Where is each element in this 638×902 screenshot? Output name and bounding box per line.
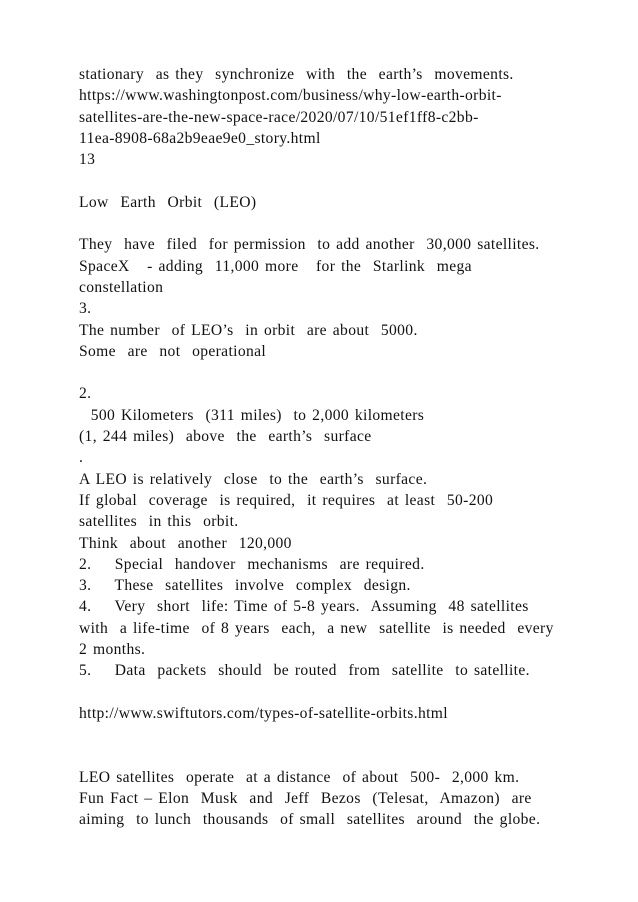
source-url-line: satellites-are-the-new-space-race/2020/07/10/51ef1ff8-c2bb- — [79, 108, 479, 126]
list-item: 5. Data packets should be routed from satellite to satellite. — [79, 662, 530, 680]
source-url-line: https://www.washingtonpost.com/business/why-low-earth-orbit- — [79, 87, 502, 105]
list-item: 2. Special handover mechanisms are required. — [79, 555, 425, 573]
blank-line — [79, 746, 619, 767]
slide-number: 13 — [79, 151, 96, 169]
text-line: satellites in this orbit. — [79, 513, 239, 531]
text-line: They have filed for permission to add another 30,000 satellites. — [79, 236, 540, 254]
text-line: Some are not operational — [79, 342, 267, 360]
list-number: 3. — [79, 300, 92, 318]
text-line: The number of LEO’s in orbit are about 5000. — [79, 321, 418, 339]
list-item: 4. Very short life: Time of 5-8 years. Assuming 48 satellites — [79, 598, 529, 616]
text-line: aiming to lunch thousands of small satellites around the globe. — [79, 811, 541, 829]
text-line: constellation — [79, 278, 164, 296]
text-line: SpaceX - adding 11,000 more for the Starlink mega — [79, 257, 472, 275]
blank-line — [79, 213, 619, 234]
text-line: stationary as they synchronize with the earth’s movements. — [79, 66, 514, 83]
text-line: A LEO is relatively close to the earth’s surface. — [79, 470, 428, 488]
blank-line — [79, 724, 619, 745]
text-line: 500 Kilometers (311 miles) to 2,000 kilometers — [79, 406, 425, 424]
list-item: 3. These satellites involve complex design. — [79, 577, 411, 595]
text-line: (1, 244 miles) above the earth’s surface — [79, 428, 372, 446]
section-heading: Low Earth Orbit (LEO) — [79, 193, 257, 211]
text-line: If global coverage is required, it requires at least 50-200 — [79, 491, 494, 509]
source-url-line: http://www.swiftutors.com/types-of-satellite-orbits.html — [79, 704, 448, 722]
blank-line — [79, 682, 619, 703]
text-line: LEO satellites operate at a distance of about 500- 2,000 km. — [79, 768, 520, 786]
text-line: . — [79, 449, 84, 467]
document-body — [79, 64, 619, 831]
text-line: Think about another 120,000 — [79, 534, 292, 552]
list-item: with a life-time of 8 years each, a new satellite is needed every — [79, 619, 554, 637]
blank-line — [79, 170, 619, 191]
blank-line — [79, 362, 619, 383]
list-number: 2. — [79, 385, 92, 403]
list-item: 2 months. — [79, 641, 146, 659]
source-url-line: 11ea-8908-68a2b9eae9e0_story.html — [79, 129, 321, 147]
text-line: Fun Fact – Elon Musk and Jeff Bezos (Telesat, Amazon) are — [79, 790, 532, 808]
